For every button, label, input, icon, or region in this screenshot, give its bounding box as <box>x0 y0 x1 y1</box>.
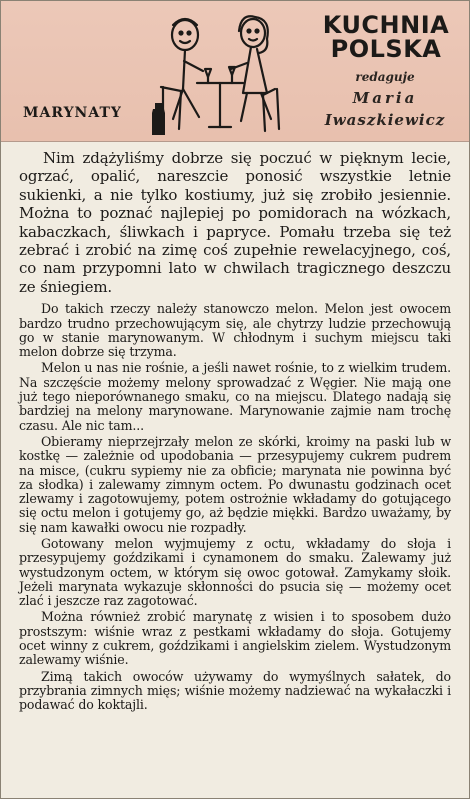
couple-dining-illustration <box>151 9 291 139</box>
article-paragraph: Do takich rzeczy należy stanowczo melon. Melon jest owocem bardzo trudno przechowującym się, ale chytrzy ludzie przechowują go w stanie marynowanym. W chłodnym i suchym miejscu taki melon dobrze się trzyma. <box>19 301 451 360</box>
article-paragraph: Można również zrobić marynatę z wisien i to sposobem dużo prostszym: wiśnie wraz z pestkami wkładamy do słoja. Gotujemy ocet winny z cukrem, goździkami i angielskim zielem. Wystudzonym zalewamy wiśnie. <box>19 609 451 668</box>
title-line: KUCHNIA <box>322 11 450 39</box>
section-label: MARYNATY <box>23 105 122 121</box>
editor-credit <box>301 67 469 131</box>
article-paragraph: Zimą takich owoców używamy do wymyślnych sałatek, do przybrania zimnych mięs; wiśnie możemy nadziewać na wykałaczki i podawać do koktajli. <box>19 668 451 713</box>
article-paragraph: Melon u nas nie rośnie, a jeśli nawet rośnie, to z wielkim trudem. Na szczęście możemy melony sprowadzać z Węgier. Nie mają one już tego nieporównanego smaku, co na miejscu. Dlatego nadają się bardziej na melony marynowane. Marynowanie zajmie nam trochę czasu. Ale nic tam... <box>19 360 451 433</box>
article-paragraph: Obieramy nieprzejrzały melon ze skórki, kroimy na paski lub w kostkę — zależnie od upodobania — przesypujemy cukrem pudrem na misce, (cukru sypiemy nie za obficie; marynata nie powinna być za słodka) i zalewamy zimnym octem. Po dwunastu godzinach ocet zlewamy i zagotowujemy, potem ostrożnie wkładamy do gotującego się octu melon i gotujemy go, aż będzie miękki. Bardzo uważamy, by się nam kawałki owocu nie rozpadły. <box>19 433 451 535</box>
article-body <box>19 149 451 715</box>
column-header <box>1 1 469 142</box>
intro-paragraph: Nim zdążyliśmy dobrze się poczuć w pięknym lecie, ogrzać, opalić, nareszcie ponosić wszystkie letnie sukienki, a nie tylko kostiumy, już się zrobiło jesiennie. Można to poznać najlepiej po pomidorach na wózkach, kabaczkach, śliwkach i papryce. Pomału trzeba się też zebrać i zrobić na zimę coś zupełnie rewelacyjnego, coś, co nam przypomni lato w chwilach tragicznego deszczu ze śniegiem. <box>19 149 451 296</box>
title-line: POLSKA <box>330 35 442 63</box>
column-title <box>301 13 470 61</box>
editor-line: Iwaszkiewicz <box>324 111 446 129</box>
article-paragraph: Gotowany melon wyjmujemy z octu, wkładamy do słoja i przesypujemy goździkami i cynamonem do smaku. Zalewamy już wystudzonym octem, w którym się owoc gotował. Zamykamy słoik. Jeżeli marynata wykazuje skłonności do psucia się — możemy ocet zlać i jeszcze raz zagotować. <box>19 536 451 609</box>
editor-line: redaguje <box>355 70 415 84</box>
editor-line: Maria <box>352 89 418 107</box>
